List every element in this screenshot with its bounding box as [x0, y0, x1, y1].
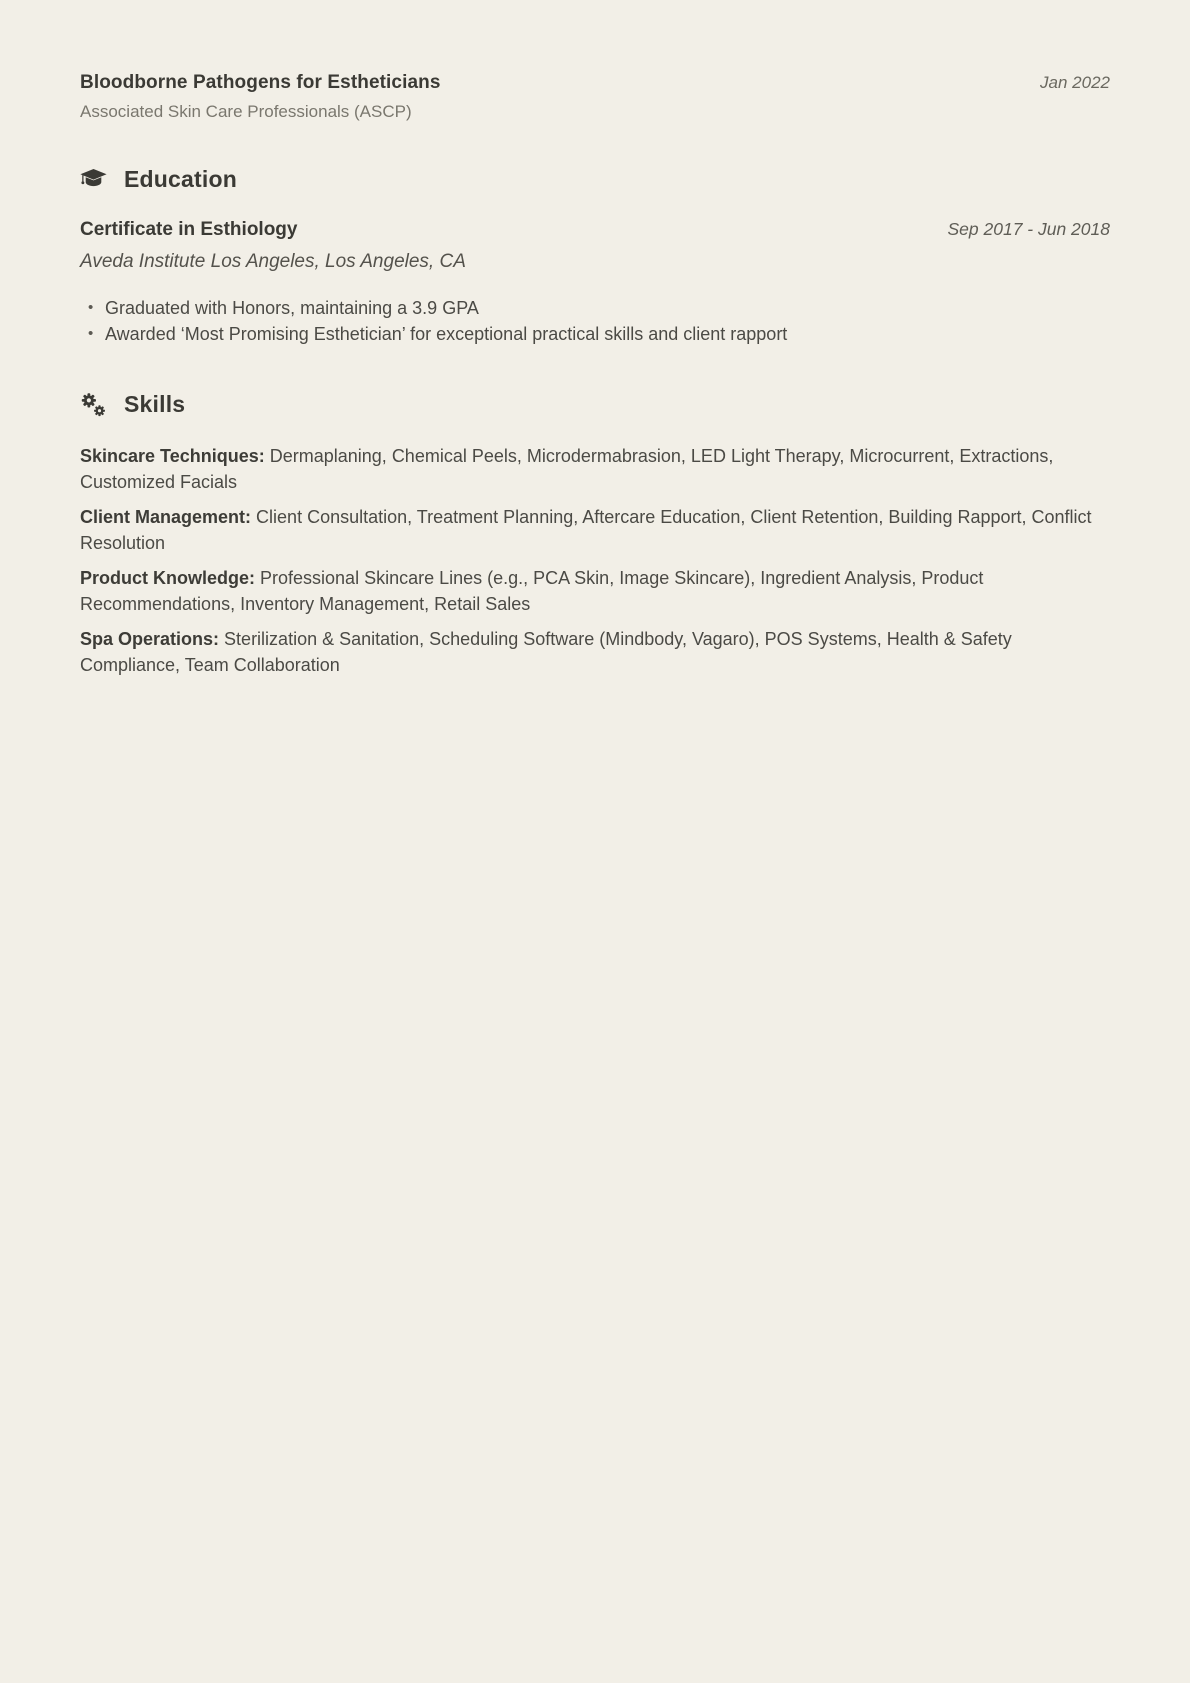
- certification-issuer: Associated Skin Care Professionals (ASCP): [80, 102, 412, 121]
- education-degree: Certificate in Esthiology: [80, 219, 298, 240]
- skill-category-label: Spa Operations:: [80, 629, 220, 649]
- education-section-header: [80, 166, 1110, 193]
- education-dates: Sep 2017 - Jun 2018: [947, 219, 1110, 239]
- skills-section-header: [80, 391, 1110, 418]
- education-section-title: Education: [124, 166, 237, 192]
- skill-category-items: Professional Skincare Lines (e.g., PCA Skin, Image Skincare), Ingredient Analysis, Product Recommendations, Inventory Management, Retail Sales: [80, 568, 984, 614]
- certification-entry: [80, 72, 1110, 122]
- skill-category-items: Dermaplaning, Chemical Peels, Microdermabrasion, LED Light Therapy, Microcurrent, Extractions, Customized Facials: [80, 446, 1054, 492]
- skill-category-label: Product Knowledge:: [80, 568, 255, 588]
- skill-category-label: Client Management:: [80, 507, 252, 527]
- education-entry: [80, 219, 1110, 347]
- education-institution: Aveda Institute Los Angeles, Los Angeles, CA: [80, 251, 466, 272]
- gears-icon: [80, 393, 107, 417]
- skill-category-product-knowledge: [80, 566, 1110, 617]
- skill-category-client-management: [80, 505, 1110, 556]
- skills-section-title: Skills: [124, 391, 186, 417]
- skill-category-label: Skincare Techniques:: [80, 446, 265, 466]
- certification-title: Bloodborne Pathogens for Estheticians: [80, 72, 441, 93]
- skills-list: [80, 444, 1110, 678]
- graduation-cap-icon: [80, 168, 107, 192]
- education-bullet: • Awarded ‘Most Promising Esthetician’ for exceptional practical skills and client rapport: [80, 321, 1110, 347]
- skill-category-spa-operations: [80, 627, 1110, 678]
- education-bullet: • Graduated with Honors, maintaining a 3.9 GPA: [80, 295, 1110, 321]
- certification-date: Jan 2022: [1040, 73, 1110, 92]
- skill-category-items: Client Consultation, Treatment Planning, Aftercare Education, Client Retention, Building Rapport, Conflict Resolution: [80, 507, 1092, 553]
- skill-category-items: Sterilization & Sanitation, Scheduling Software (Mindbody, Vagaro), POS Systems, Health & Safety Compliance, Team Collaboration: [80, 629, 1012, 675]
- skill-category-skincare-techniques: [80, 444, 1110, 495]
- education-bullet-list: [80, 295, 1110, 347]
